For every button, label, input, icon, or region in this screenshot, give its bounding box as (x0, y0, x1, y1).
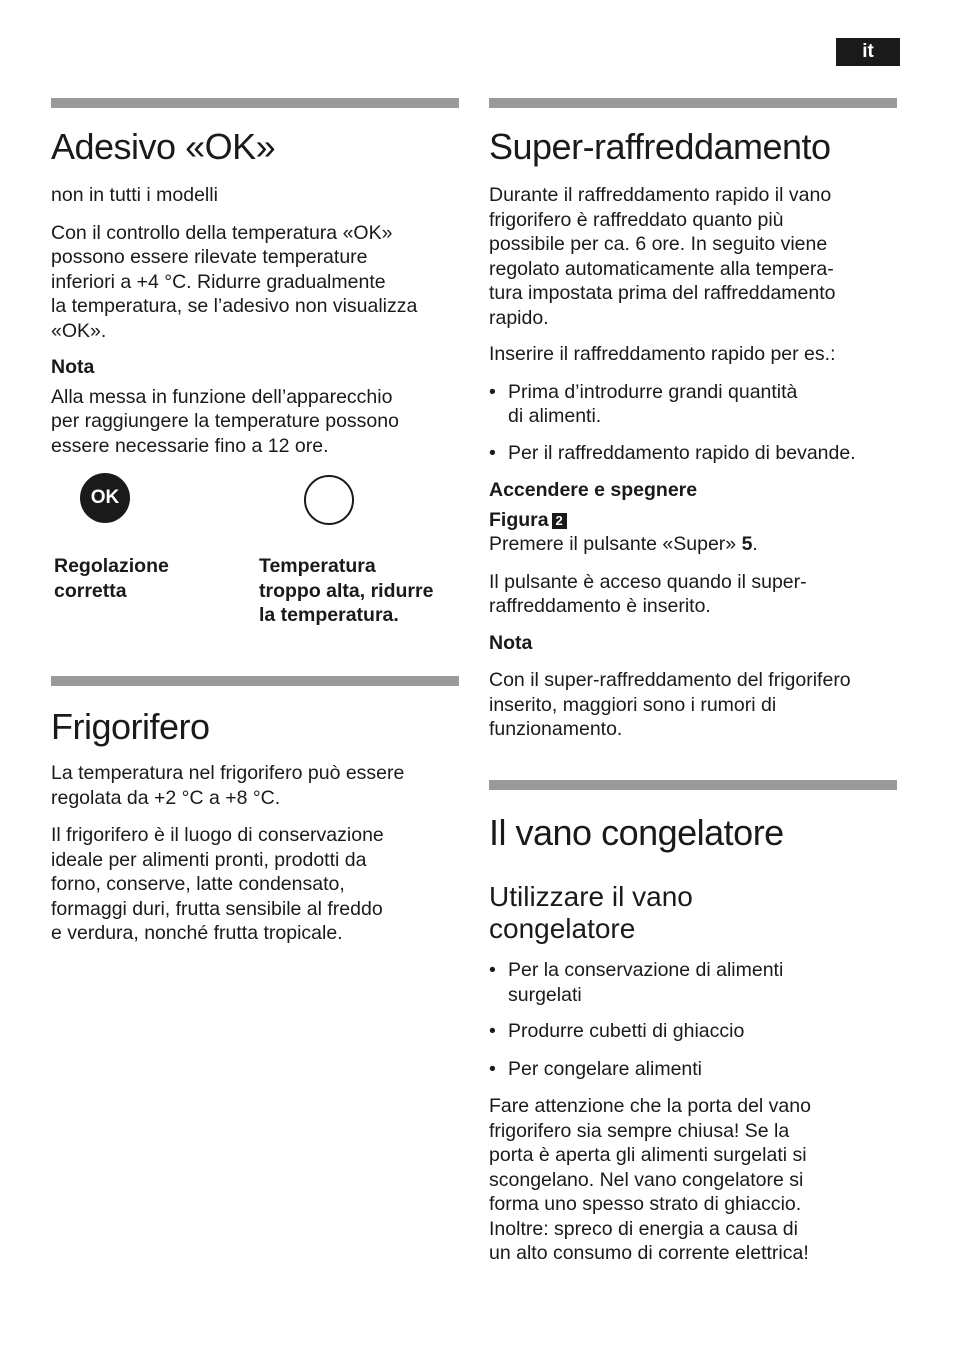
figure-number-badge: 2 (552, 513, 567, 529)
super-cooling-note-body: Con il super-raffreddamento del frigorifero inserito, maggiori sono i rumori di funzionamento. (489, 669, 851, 740)
super-cooling-title: Super-raffreddamento (489, 126, 831, 167)
sticker-note-heading: Nota (51, 356, 95, 378)
list-item: • Per congelare alimenti (489, 1057, 703, 1080)
list-item: • Per il raffreddamento rapido di bevande. (489, 441, 856, 464)
freezer-subtitle: Utilizzare il vano congelatore (489, 881, 693, 944)
super-cooling-paragraph-2: Inserire il raffreddamento rapido per es.: (489, 343, 836, 365)
list-item: • Prima d’introdurre grandi quantità di alimenti. (489, 380, 798, 427)
onoff-heading: Accendere e spegnere (489, 479, 698, 501)
section-fridge (51, 676, 459, 946)
sticker-body: Con il controllo della temperatura «OK» possono essere rilevate temperature inferiori a +4 °C. Ridurre gradualmente la temperatura, se l’adesivo non visualizza «OK». (51, 221, 418, 342)
sticker-note-body: Alla messa in funzione dell’apparecchio per raggiungere la temperature possono essere necessarie fino a 12 ore. (51, 385, 399, 457)
ok-sticker-icon: OK (80, 473, 130, 523)
sticker-title: Adesivo «OK» (51, 126, 276, 167)
super-cooling-list (489, 380, 899, 466)
freezer-list (489, 958, 899, 1081)
caption-correct: Regolazione corretta (54, 555, 169, 602)
super-cooling-note-heading: Nota (489, 631, 533, 654)
section-freezer (489, 780, 899, 1266)
list-item: • Per la conservazione di alimenti surgelati (489, 959, 784, 1006)
super-cooling-paragraph-3: Il pulsante è acceso quando il super- raffreddamento è inserito. (489, 570, 807, 617)
super-cooling-paragraph-1: Durante il raffreddamento rapido il vano frigorifero è raffreddato quanto più possibile per ca. 6 ore. In seguito viene regolato automaticamente alla tempera- tura impostata prima del raffreddamento rapido. (489, 184, 836, 329)
language-tag: it (836, 38, 900, 66)
freezer-title: Il vano congelatore (489, 812, 784, 853)
press-instruction: Premere il pulsante «Super» 5. (489, 533, 758, 555)
blank-sticker-icon (304, 475, 354, 525)
section-rule (51, 676, 459, 686)
section-rule (489, 780, 897, 790)
list-item: • Produrre cubetti di ghiaccio (489, 1020, 745, 1042)
fridge-paragraph-2: Il frigorifero è il luogo di conservazione ideale per alimenti pronti, prodotti da forno, conserve, latte condensato, formaggi duri, frutta sensibile al freddo e verdura, nonché frutta tropicale. (51, 824, 384, 944)
fridge-paragraph-1: La temperatura nel frigorifero può essere regolata da +2 °C a +8 °C. (51, 762, 405, 809)
section-sticker (51, 98, 459, 458)
fridge-title: Frigorifero (51, 706, 210, 747)
figure-reference: Figura 2 (489, 508, 899, 533)
caption-too-high: Temperatura troppo alta, ridurre la temperatura. (259, 555, 434, 626)
freezer-paragraph: Fare attenzione che la porta del vano frigorifero sia sempre chiusa! Se la porta è aperta gli alimenti surgelati si scongelano. Nel vano congelatore si forma uno spesso strato di ghiaccio. Inoltre: spreco di energia a causa di un alto consumo di corrente elettrica! (489, 1095, 811, 1264)
section-rule (489, 98, 897, 108)
sticker-availability: non in tutti i modelli (51, 184, 218, 206)
section-super-cooling (489, 98, 899, 742)
section-rule (51, 98, 459, 108)
